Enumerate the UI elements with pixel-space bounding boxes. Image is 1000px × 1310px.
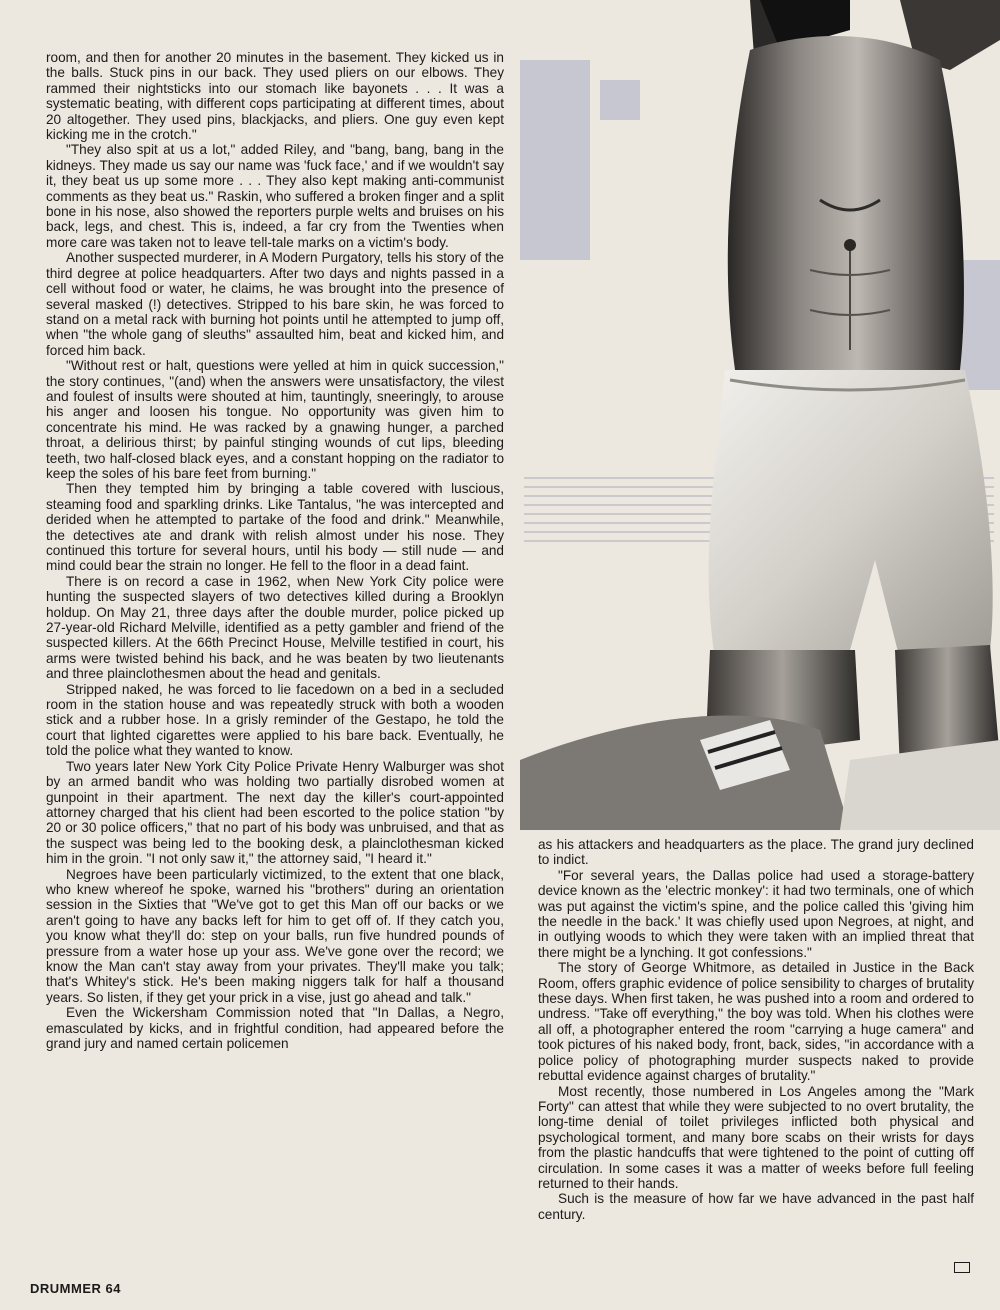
paragraph: The story of George Whitmore, as detailed in Justice in the Back Room, offers graphic evidence of police sensibility to charges of brutality these days. When first taken, he was pushed into a room and ordered to undress. "Take off everything," the boy was told. When his clothes were all off, a photographer entered the room "carrying a huge camera" and took pictures of his naked body, front, back, sides, "in accordance with a police policy of photographing murder suspects naked to provide rebuttal evidence against charges of brutality." [538, 960, 974, 1084]
paragraph: as his attackers and headquarters as the place. The grand jury declined to indict. [538, 837, 974, 868]
paragraph: Negroes have been particularly victimized, to the extent that one black, who knew whereof he spoke, warned his "brothers" during an orientation session in the Sixties that "We've got to get this Man off our backs or we aren't going to have any backs left for him to get off of. If they catch you, you know what they'll do: step on your balls, run five hundred pounds of pressure from a water hose up your ass. We've gone over the record; we know the Man can't stay away from your privates. They'll make you talk; that's Whitey's stick. He's been making niggers talk for half a thousand years. So listen, if they get your prick in a vise, just go ahead and talk." [46, 866, 504, 1005]
paragraph: Stripped naked, he was forced to lie facedown on a bed in a secluded room in the station house and was repeatedly struck with both a wooden stick and a rubber hose. In a grisly reminder of the Gestapo, he told the court that lighted cigarettes were applied to his bare back. Eventually, he told the police what they wanted to know. [46, 681, 504, 759]
left-text-column [46, 50, 504, 1051]
paragraph: Even the Wickersham Commission noted that "In Dallas, a Negro, emasculated by kicks, and in frightful condition, had appeared before the grand jury and named certain policemen [46, 1005, 504, 1051]
paragraph: Such is the measure of how far we have advanced in the past half century. [538, 1191, 974, 1222]
end-of-article-mark [954, 1262, 970, 1273]
paragraph: Two years later New York City Police Private Henry Walburger was shot by an armed bandit who was holding two partially disrobed women at gunpoint in their apartment. The next day the killer's court-appointed attorney charged that his client had been escorted to the police station "by 20 or 30 police officers," that no part of his body was unbruised, and that as the suspect was being led to the booking desk, a plainclothesman kicked him in the groin. "I not only saw it," the attorney said, "I heard it." [46, 758, 504, 867]
paragraph: Most recently, those numbered in Los Angeles among the "Mark Forty" can attest that while they were subjected to no overt brutality, the long-time denial of toilet privileges inflicted both physical and psychological torment, and many bore scabs on their wrists for days from the plastic handcuffs that were tightened to the point of cutting off circulation. In some cases it was a matter of weeks before full feeling returned to their hands. [538, 1083, 974, 1191]
paragraph: "Without rest or halt, questions were yelled at him in quick succession," the story continues, "(and) when the answers were unsatisfactory, the vilest and foulest of insults were shouted at him, tauntingly, sneeringly, to arouse his anger and loosen his tongue. No opportunity was given him to concentrate his mind. He was racked by a gnawing hunger, a parched throat, a delirious thirst; by painful stinging wounds of cut lips, bleeding teeth, two half-closed black eyes, and a constant hopping on the radiator to keep the soles of his bare feet from burning." [46, 358, 504, 481]
right-text-column [538, 837, 974, 1222]
paragraph: "For several years, the Dallas police had used a storage-battery device known as the 'electric monkey': it had two terminals, one of which was put against the victim's spine, and the police called this 'giving him the needle in the back.' It was chiefly used upon Negroes, at night, and in outlying woods to which they were taken with an implied threat that there might be a lynching. It got confessions." [538, 867, 974, 960]
paragraph: room, and then for another 20 minutes in the basement. They kicked us in the balls. Stuck pins in our back. They used pliers on our elbows. They rammed their nightsticks into our stomach like bayonets . . . It was a systematic beating, with different cops participating at different times, about 20 altogether. They used pins, blackjacks, and pliers. One guy even kept kicking me in the crotch." [46, 50, 504, 143]
paragraph: Another suspected murderer, in A Modern Purgatory, tells his story of the third degree at police headquarters. After two days and nights passed in a cell without food or water, he claims, he was brought into the presence of several masked (!) detectives. Stripped to his bare skin, he was forced to stand on a metal rack with burning hot points until he attempted to jump off, when "the whole gang of sleuths" assaulted him, beat and kicked him, and forced him back. [46, 250, 504, 358]
kneeling-figure-photograph [520, 0, 1000, 830]
paragraph: There is on record a case in 1962, when New York City police were hunting the suspected slayers of two detectives killed during a Brooklyn holdup. On May 21, three days after the double murder, police picked up 27-year-old Richard Melville, identified as a petty gambler and friend of the suspected killers. At the 66th Precinct House, Melville testified in court, his arms were twisted behind his back, and he was beaten by two lieutenants and three plainclothesmen about the head and genitals. [46, 573, 504, 682]
paragraph: Then they tempted him by bringing a table covered with luscious, steaming food and sparkling drinks. Like Tantalus, "he was intercepted and derided when he attempted to partake of the food and drink." Meanwhile, the detectives ate and drank with relish almost under his nose. They continued this torture for several hours, until his body — still nude — and mind could bear the strain no longer. He fell to the floor in a dead faint. [46, 481, 504, 574]
page-folio: DRUMMER 64 [30, 1281, 121, 1296]
paragraph: "They also spit at us a lot," added Riley, and "bang, bang, bang in the kidneys. They made us say our name was 'fuck face,' and if we wouldn't say it, they beat us up some more . . . They also kept making anti-communist comments as they beat us." Raskin, who suffered a broken finger and a split bone in his nose, also showed the reporters purple welts and bruises on his back, legs, and chest. This is, indeed, a far cry from the Twenties when more care was taken not to leave tell-tale marks on a victim's body. [46, 142, 504, 250]
